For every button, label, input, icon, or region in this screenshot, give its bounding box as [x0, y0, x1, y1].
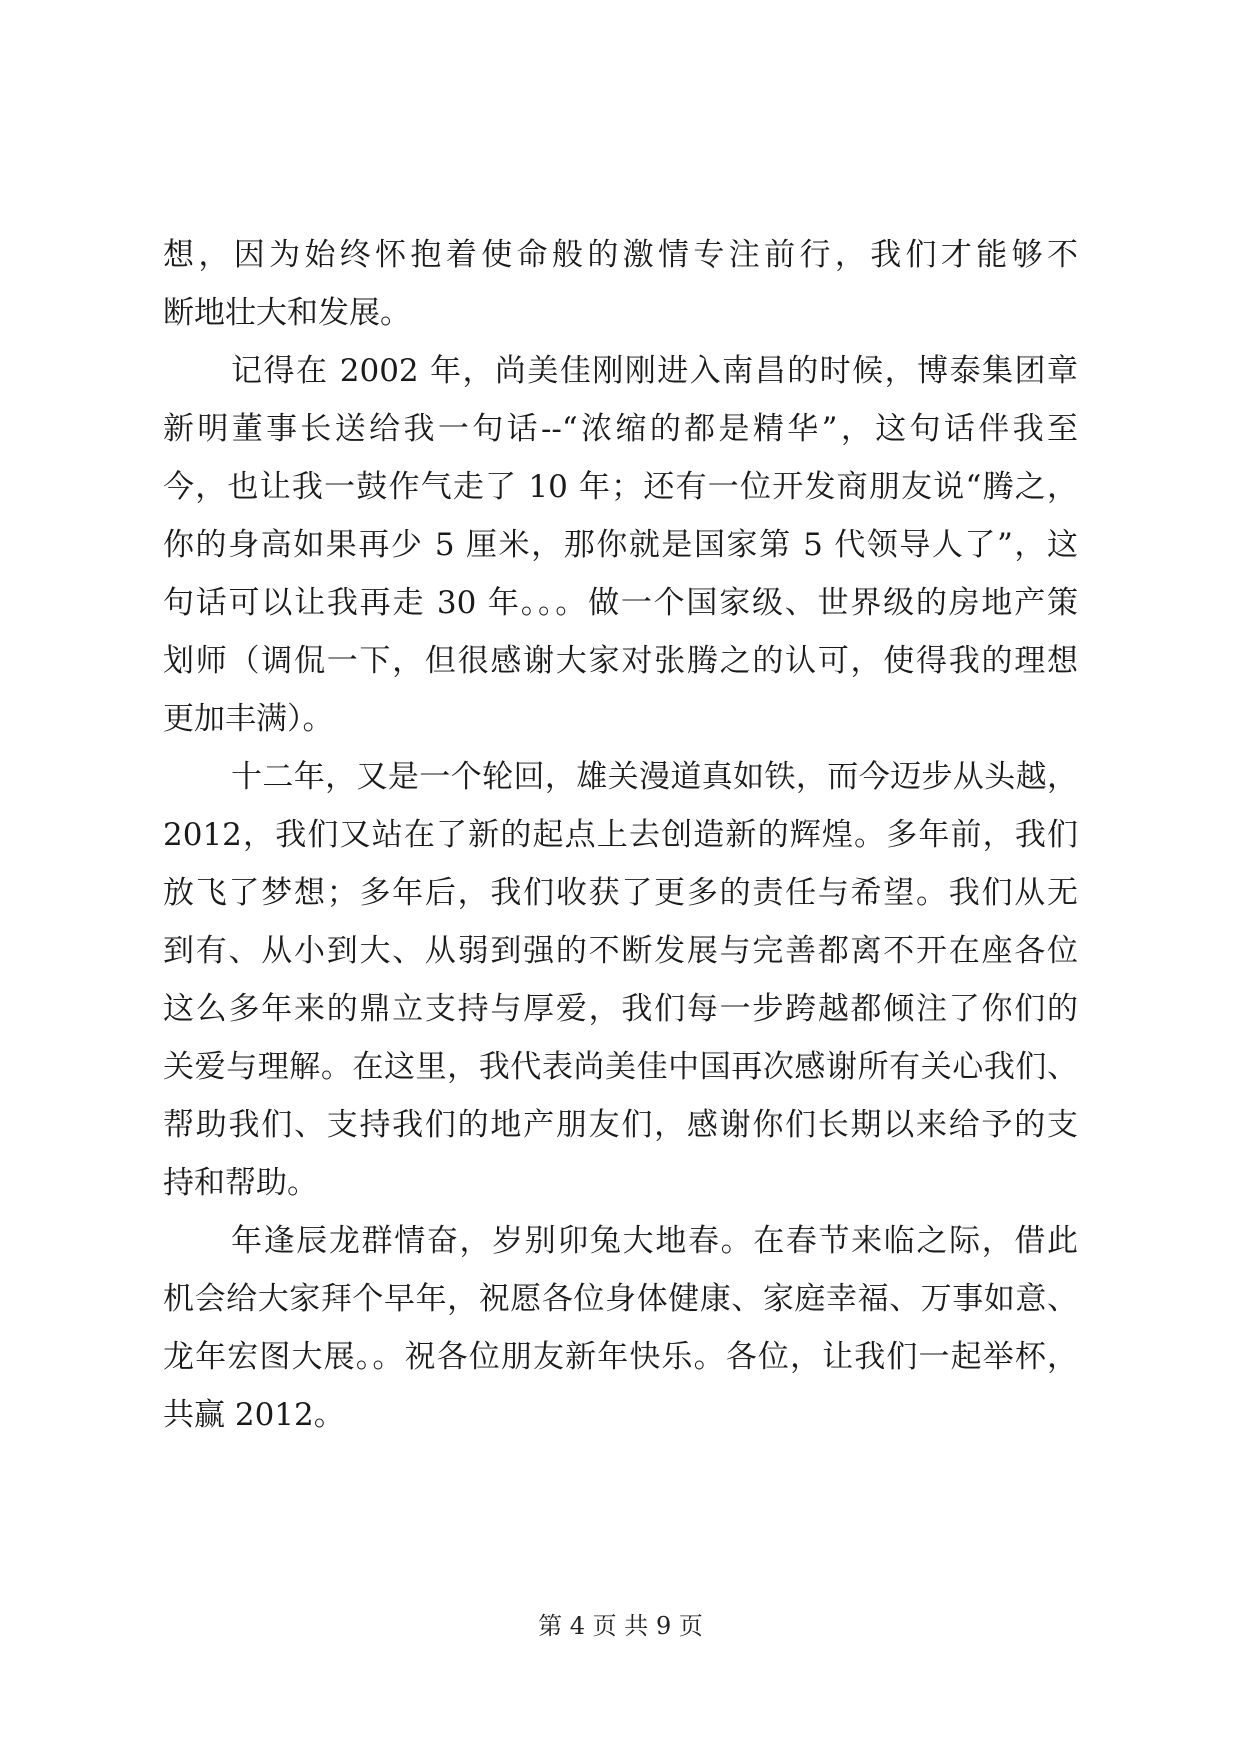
text-line: 机会给大家拜个早年，祝愿各位身体健康、家庭幸福、万事如意、 — [163, 1281, 1078, 1317]
text-line: 更加丰满）。 — [163, 701, 334, 737]
text-line: 持和帮助。 — [163, 1165, 318, 1201]
page-number: 第 4 页 共 9 页 — [538, 1612, 703, 1640]
text-line: 放飞了梦想；多年后，我们收获了更多的责任与希望。我们从无 — [163, 875, 1078, 911]
text-line: 共赢 2012。 — [163, 1397, 345, 1433]
text-line: 断地壮大和发展。 — [163, 295, 411, 331]
text-line: 到有、从小到大、从弱到强的不断发展与完善都离不开在座各位 — [163, 933, 1078, 969]
text-line: 年逢辰龙群情奋，岁别卯兔大地春。在春节来临之际，借此 — [231, 1223, 1078, 1259]
text-line: 新明董事长送给我一句话--“浓缩的都是精华”，这句话伴我至 — [163, 411, 1078, 447]
text-line: 十二年，又是一个轮回，雄关漫道真如铁，而今迈步从头越， — [231, 759, 1078, 795]
text-line: 这么多年来的鼎立支持与厚爱，我们每一步跨越都倾注了你们的 — [163, 991, 1078, 1027]
text-line: 关爱与理解。在这里，我代表尚美佳中国再次感谢所有关心我们、 — [163, 1049, 1078, 1085]
text-line: 帮助我们、支持我们的地产朋友们，感谢你们长期以来给予的支 — [163, 1107, 1078, 1143]
text-line: 想，因为始终怀抱着使命般的激情专注前行，我们才能够不 — [163, 237, 1078, 273]
text-line: 句话可以让我再走 30 年。。。做一个国家级、世界级的房地产策 — [163, 585, 1078, 621]
text-line: 今，也让我一鼓作气走了 10 年；还有一位开发商朋友说“腾之， — [163, 469, 1078, 505]
body-text — [163, 226, 1078, 1444]
text-line: 你的身高如果再少 5 厘米，那你就是国家第 5 代领导人了”，这 — [163, 527, 1078, 563]
text-line: 记得在 2002 年，尚美佳刚刚进入南昌的时候，博泰集团章 — [231, 353, 1078, 389]
text-line: 2012，我们又站在了新的起点上去创造新的辉煌。多年前，我们 — [163, 817, 1078, 853]
text-line: 划师（调侃一下，但很感谢大家对张腾之的认可，使得我的理想 — [163, 643, 1078, 679]
text-line: 龙年宏图大展。。祝各位朋友新年快乐。各位，让我们一起举杯， — [163, 1339, 1078, 1375]
